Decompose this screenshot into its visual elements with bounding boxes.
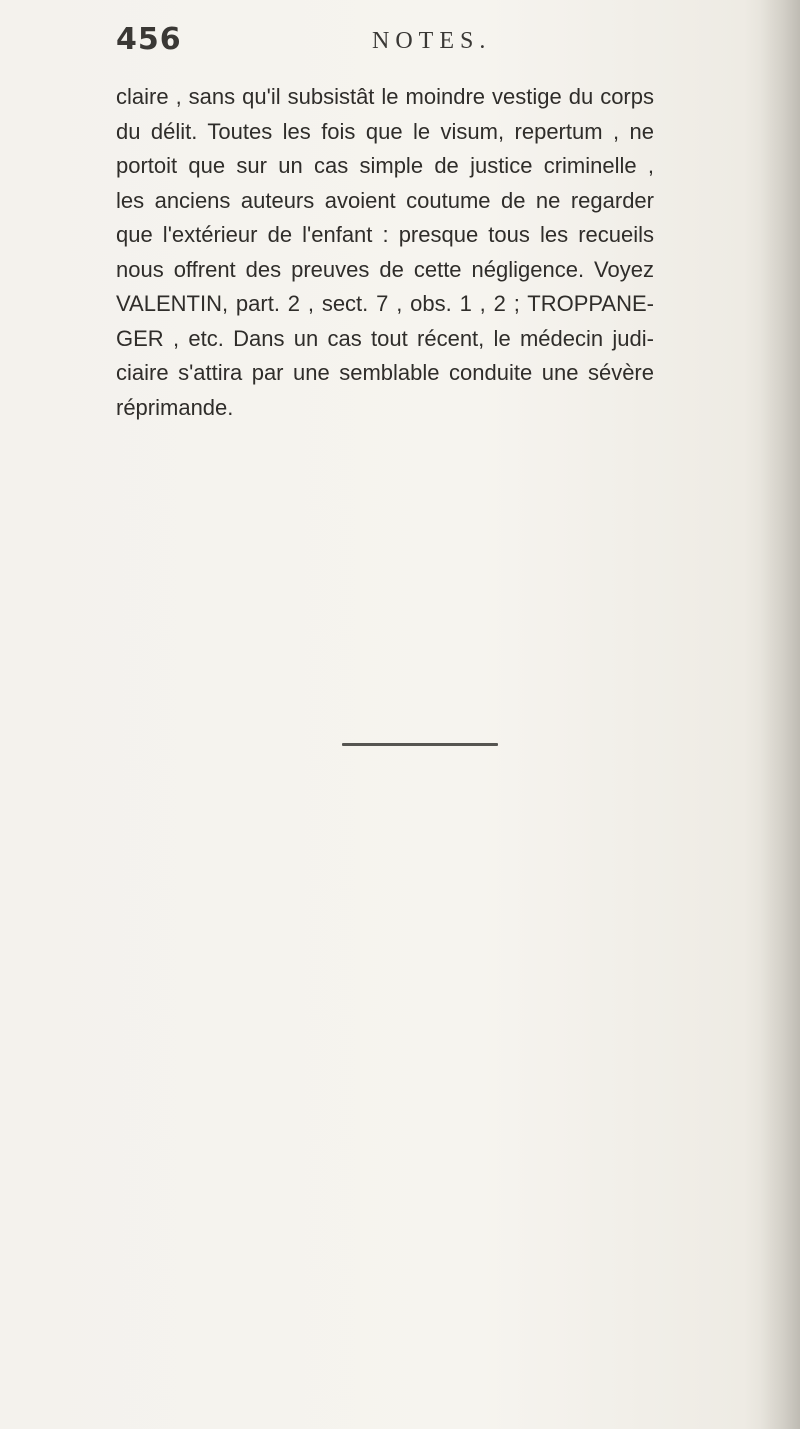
text-line: nous offrent des preuves de cette négligence. Voyez [116, 256, 654, 282]
text-line: GER , etc. Dans un cas tout récent, le médecin judi- [116, 325, 654, 351]
text-line: que l'extérieur de l'enfant : presque tous les recueils [116, 222, 654, 247]
text-line: portoit que sur un cas simple de justice criminelle , [116, 153, 654, 178]
text-line: ciaire s'attira par une semblable conduite une sévère [116, 360, 654, 385]
text-line: les anciens auteurs avoient coutume de ne regarder [116, 187, 654, 213]
text-line: claire , sans qu'il subsistât le moindre vestige du corps [116, 84, 654, 109]
page-edge-shadow [760, 0, 800, 1429]
text-line: VALENTIN, part. 2 , sect. 7 , obs. 1 , 2 ; TROPPANE- [116, 291, 654, 316]
text-line: du délit. Toutes les fois que le visum, repertum , ne [116, 118, 654, 144]
text-line: réprimande. [116, 394, 234, 420]
body-text [116, 80, 654, 425]
running-head: NOTES. [372, 28, 492, 54]
page-number: 456 [116, 22, 182, 57]
section-divider-rule [342, 743, 498, 746]
page-header [116, 22, 656, 70]
